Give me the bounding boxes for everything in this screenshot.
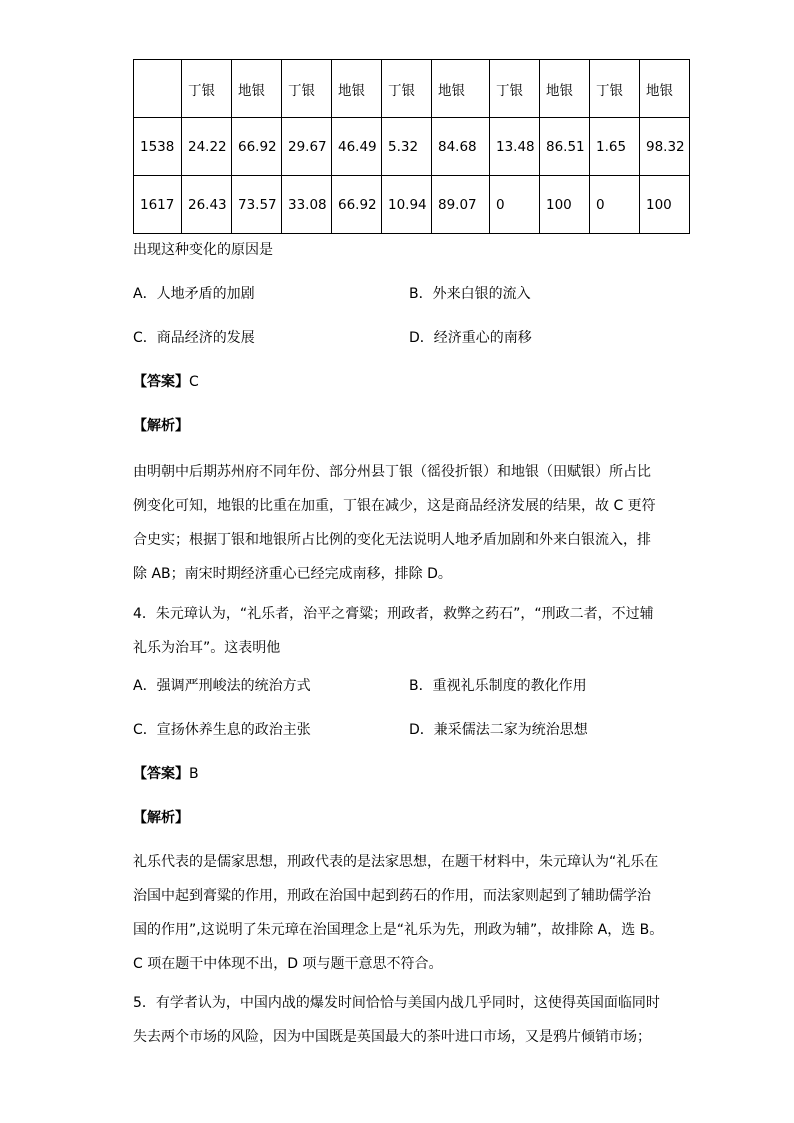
q3-option-b: B．外来白银的流入: [409, 286, 531, 302]
q3-analysis-tag: 【解析】: [133, 418, 189, 434]
table-header-cell: 丁银: [382, 60, 432, 118]
q4-analysis: [133, 845, 663, 981]
table-cell: 1.65: [590, 118, 640, 176]
analysis-line: 国的作用”,这说明了朱元璋在治国理念上是“礼乐为先，刑政为辅”，故排除 A，选 B。: [133, 922, 664, 938]
table-cell: 0: [590, 176, 640, 234]
table-cell: 33.08: [282, 176, 332, 234]
table-cell-year: 1617: [134, 176, 182, 234]
table-cell: 84.68: [432, 118, 490, 176]
table-cell: 13.48: [490, 118, 540, 176]
table-cell: 5.32: [382, 118, 432, 176]
q3-analysis: [133, 455, 663, 591]
table-cell: 46.49: [332, 118, 382, 176]
analysis-line: 除 AB；南宋时期经济重心已经完成南移，排除 D。: [133, 566, 452, 582]
table-cell: 73.57: [232, 176, 282, 234]
table-header-cell: 地银: [332, 60, 382, 118]
q4-stem: [133, 597, 663, 665]
analysis-line: C 项在题干中体现不出，D 项与题干意思不符合。: [133, 956, 443, 972]
table-cell: 100: [540, 176, 590, 234]
q5-stem: [133, 986, 663, 1054]
q3-answer: [133, 372, 199, 392]
table-row: [134, 118, 690, 176]
table-cell-year: 1538: [134, 118, 182, 176]
table-header-cell: [134, 60, 182, 118]
table-header-cell: 丁银: [182, 60, 232, 118]
analysis-line: 由明朝中后期苏州府不同年份、部分州县丁银（徭役折银）和地银（田赋银）所占比: [133, 464, 651, 480]
stem-line: 礼乐为治耳”。这表明他: [133, 640, 281, 656]
table-cell: 24.22: [182, 118, 232, 176]
q4-option-c: C．宣扬休养生息的政治主张: [133, 722, 311, 738]
analysis-line: 礼乐代表的是儒家思想，刑政代表的是法家思想，在题干材料中，朱元璋认为“礼乐在: [133, 854, 659, 870]
table-header-row: [134, 60, 690, 118]
table-cell: 66.92: [332, 176, 382, 234]
answer-tag: 【答案】: [133, 374, 189, 390]
q4-option-b: B．重视礼乐制度的教化作用: [409, 678, 587, 694]
answer-value: C: [189, 374, 199, 390]
stem-line: 失去两个市场的风险，因为中国既是英国最大的茶叶进口市场，又是鸦片倾销市场；: [133, 1029, 651, 1045]
q3-stem: 出现这种变化的原因是: [133, 242, 273, 258]
q3-option-d: D．经济重心的南移: [409, 330, 532, 346]
table-cell: 26.43: [182, 176, 232, 234]
table-header-cell: 地银: [640, 60, 690, 118]
q4-answer: [133, 764, 199, 784]
table-header-cell: 丁银: [490, 60, 540, 118]
table-cell: 100: [640, 176, 690, 234]
q4-option-d: D．兼采儒法二家为统治思想: [409, 722, 588, 738]
q3-option-a: A．人地矛盾的加剧: [133, 286, 255, 302]
analysis-line: 合史实；根据丁银和地银所占比例的变化无法说明人地矛盾加剧和外来白银流入，排: [133, 532, 651, 548]
answer-value: B: [189, 766, 199, 782]
table-cell: 66.92: [232, 118, 282, 176]
q3-option-c: C．商品经济的发展: [133, 330, 255, 346]
q4-option-a: A．强调严刑峻法的统治方式: [133, 678, 311, 694]
answer-tag: 【答案】: [133, 766, 189, 782]
table-header-cell: 地银: [232, 60, 282, 118]
analysis-line: 例变化可知，地银的比重在加重，丁银在减少，这是商品经济发展的结果，故 C 更符: [133, 498, 656, 514]
table-cell: 89.07: [432, 176, 490, 234]
table-cell: 98.32: [640, 118, 690, 176]
table-header-cell: 地银: [432, 60, 490, 118]
table-cell: 86.51: [540, 118, 590, 176]
stem-line: 4．朱元璋认为，“礼乐者，治平之膏粱；刑政者，救弊之药石”，“刑政二者，不过辅: [133, 606, 654, 622]
table-header-cell: 丁银: [282, 60, 332, 118]
table-header-cell: 地银: [540, 60, 590, 118]
table-cell: 0: [490, 176, 540, 234]
table-cell: 29.67: [282, 118, 332, 176]
silver-ratio-table: [133, 59, 690, 234]
table-cell: 10.94: [382, 176, 432, 234]
table-row: [134, 176, 690, 234]
q4-analysis-tag: 【解析】: [133, 810, 189, 826]
analysis-line: 治国中起到膏粱的作用，刑政在治国中起到药石的作用，而法家则起到了辅助儒学治: [133, 888, 651, 904]
stem-line: 5．有学者认为，中国内战的爆发时间恰恰与美国内战几乎同时，这使得英国面临同时: [133, 995, 660, 1011]
table-header-cell: 丁银: [590, 60, 640, 118]
